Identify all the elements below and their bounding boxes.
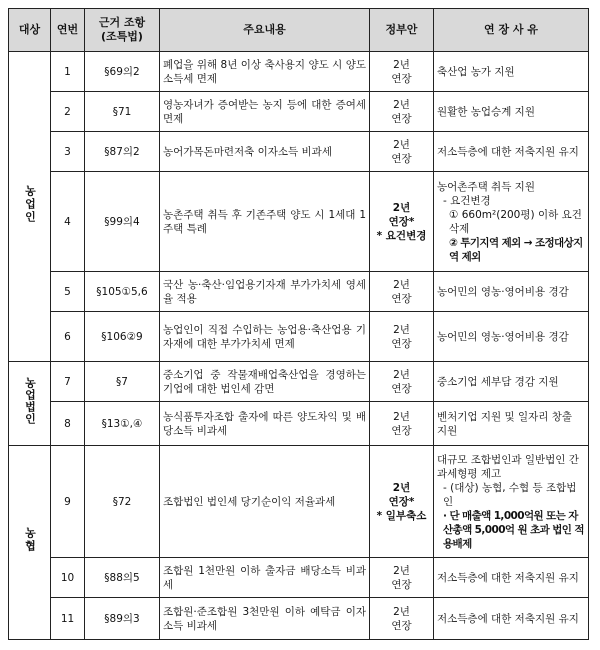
- row-content: 폐업을 위해 8년 이상 축사용지 양도 시 양도소득세 면제: [160, 52, 370, 92]
- gov-line1: 2년: [392, 201, 411, 214]
- gov-line1: 2년: [393, 58, 410, 71]
- gov-line2: 연장*: [388, 495, 415, 508]
- row-reason: 농어민의 영농·영어비용 경감: [434, 312, 589, 362]
- row-basis: §105①5,6: [85, 272, 160, 312]
- row-basis: §88의5: [85, 558, 160, 598]
- row-content: 조합원·준조합원 3천만원 이하 예탁금 이자소득 비과세: [160, 598, 370, 640]
- row-no: 2: [51, 92, 85, 132]
- gov-line2: 연장: [391, 112, 412, 125]
- row-content: 영농자녀가 증여받는 농지 등에 대한 증여세 면제: [160, 92, 370, 132]
- table-row: [9, 402, 589, 446]
- row-no: 1: [51, 52, 85, 92]
- gov-line1: 2년: [393, 323, 410, 336]
- row-gov: [370, 362, 434, 402]
- gov-note: * 요건변경: [376, 229, 427, 242]
- reason-main: 농어촌주택 취득 지원: [437, 180, 535, 193]
- reason-main: 대규모 조합법인과 일반법인 간 과세형평 제고: [437, 453, 579, 480]
- row-gov: [370, 558, 434, 598]
- row-basis: §87의2: [85, 132, 160, 172]
- row-reason: 벤처기업 지원 및 일자리 창출 지원: [434, 402, 589, 446]
- table-row: [9, 446, 589, 558]
- gov-line1: 2년: [393, 368, 410, 381]
- gov-line1: 2년: [393, 564, 410, 577]
- row-content: 농촌주택 취득 후 기존주택 양도 시 1세대 1주택 특례: [160, 172, 370, 272]
- row-no: 10: [51, 558, 85, 598]
- tax-relief-table: [8, 8, 589, 640]
- gov-line2: 연장*: [388, 215, 415, 228]
- row-no: 9: [51, 446, 85, 558]
- row-reason: [434, 446, 589, 558]
- row-gov: [370, 92, 434, 132]
- row-reason: 농어민의 영농·영어비용 경감: [434, 272, 589, 312]
- row-gov: [370, 272, 434, 312]
- row-content: 농어가목돈마련저축 이자소득 비과세: [160, 132, 370, 172]
- gov-line2: 연장: [391, 337, 412, 350]
- group-corp: [9, 362, 51, 446]
- reason-sub2: ② 투기지역 제외 → 조정대상지역 제외: [449, 236, 583, 263]
- group-coop-label: 농협: [23, 527, 37, 553]
- row-gov: [370, 52, 434, 92]
- header-basis-line2: (조특법): [101, 30, 143, 43]
- table-row: [9, 172, 589, 272]
- gov-note: * 일부축소: [376, 509, 427, 522]
- gov-line2: 연장: [391, 424, 412, 437]
- reason-sub: - (대상) 농협, 수협 등 조합법인: [443, 481, 577, 508]
- reason-sub1: ① 660m²(200평) 이하 요건 삭제: [449, 208, 582, 235]
- row-gov: [370, 132, 434, 172]
- row-reason: 원활한 농업승계 지원: [434, 92, 589, 132]
- group-corp-label: 농업법인: [23, 377, 37, 425]
- table-row: [9, 92, 589, 132]
- row-reason: 저소득층에 대한 저축지원 유지: [434, 598, 589, 640]
- group-coop: [9, 446, 51, 640]
- row-gov: [370, 598, 434, 640]
- row-basis: §71: [85, 92, 160, 132]
- group-farmer: [9, 52, 51, 362]
- header-basis-line1: 근거 조항: [98, 16, 146, 29]
- row-content: 국산 농·축산·임업용기자재 부가가치세 영세율 적용: [160, 272, 370, 312]
- row-gov: [370, 312, 434, 362]
- gov-line2: 연장: [391, 578, 412, 591]
- header-reason: 연 장 사 유: [434, 9, 589, 52]
- header-row: [9, 9, 589, 52]
- table-row: [9, 272, 589, 312]
- header-basis: [85, 9, 160, 52]
- row-basis: §99의4: [85, 172, 160, 272]
- row-basis: §72: [85, 446, 160, 558]
- gov-line1: 2년: [393, 605, 410, 618]
- row-content: 중소기업 중 작물재배업축산업을 경영하는 기업에 대한 법인세 감면: [160, 362, 370, 402]
- row-basis: §106②9: [85, 312, 160, 362]
- row-content: 조합원 1천만원 이하 출자금 배당소득 비과세: [160, 558, 370, 598]
- gov-line1: 2년: [393, 410, 410, 423]
- gov-line1: 2년: [392, 481, 411, 494]
- row-no: 6: [51, 312, 85, 362]
- row-reason: 저소득층에 대한 저축지원 유지: [434, 132, 589, 172]
- row-no: 11: [51, 598, 85, 640]
- gov-line2: 연장: [391, 72, 412, 85]
- row-basis: §13①,④: [85, 402, 160, 446]
- row-basis: §69의2: [85, 52, 160, 92]
- gov-line2: 연장: [391, 292, 412, 305]
- row-reason: 축산업 농가 지원: [434, 52, 589, 92]
- gov-line1: 2년: [393, 278, 410, 291]
- table-row: [9, 132, 589, 172]
- header-target: 대상: [9, 9, 51, 52]
- gov-line2: 연장: [391, 152, 412, 165]
- row-gov: [370, 172, 434, 272]
- group-farmer-label: 농업인: [23, 184, 37, 224]
- row-content: 농업인이 직접 수입하는 농업용·축산업용 기자재에 대한 부가가치세 면제: [160, 312, 370, 362]
- row-no: 5: [51, 272, 85, 312]
- row-basis: §89의3: [85, 598, 160, 640]
- reason-sub: - 요건변경: [443, 194, 491, 207]
- table-row: [9, 558, 589, 598]
- table-row: [9, 362, 589, 402]
- header-no: 연번: [51, 9, 85, 52]
- row-reason: [434, 172, 589, 272]
- table-row: [9, 598, 589, 640]
- header-content: 주요내용: [160, 9, 370, 52]
- gov-line2: 연장: [391, 619, 412, 632]
- row-no: 8: [51, 402, 85, 446]
- row-reason: 저소득층에 대한 저축지원 유지: [434, 558, 589, 598]
- row-content: 농식품투자조합 출자에 따른 양도차익 및 배당소득 비과세: [160, 402, 370, 446]
- table-row: [9, 312, 589, 362]
- gov-line2: 연장: [391, 382, 412, 395]
- row-basis: §7: [85, 362, 160, 402]
- row-no: 7: [51, 362, 85, 402]
- row-no: 3: [51, 132, 85, 172]
- row-no: 4: [51, 172, 85, 272]
- gov-line1: 2년: [393, 138, 410, 151]
- row-gov: [370, 446, 434, 558]
- reason-bold: · 단 매출액 1,000억원 또는 자산총액 5,000억 원 초과 법인 적용배제: [443, 509, 584, 550]
- table-row: [9, 52, 589, 92]
- row-reason: 중소기업 세부담 경감 지원: [434, 362, 589, 402]
- header-gov: 정부안: [370, 9, 434, 52]
- row-gov: [370, 402, 434, 446]
- row-content: 조합법인 법인세 당기순이익 저율과세: [160, 446, 370, 558]
- gov-line1: 2년: [393, 98, 410, 111]
